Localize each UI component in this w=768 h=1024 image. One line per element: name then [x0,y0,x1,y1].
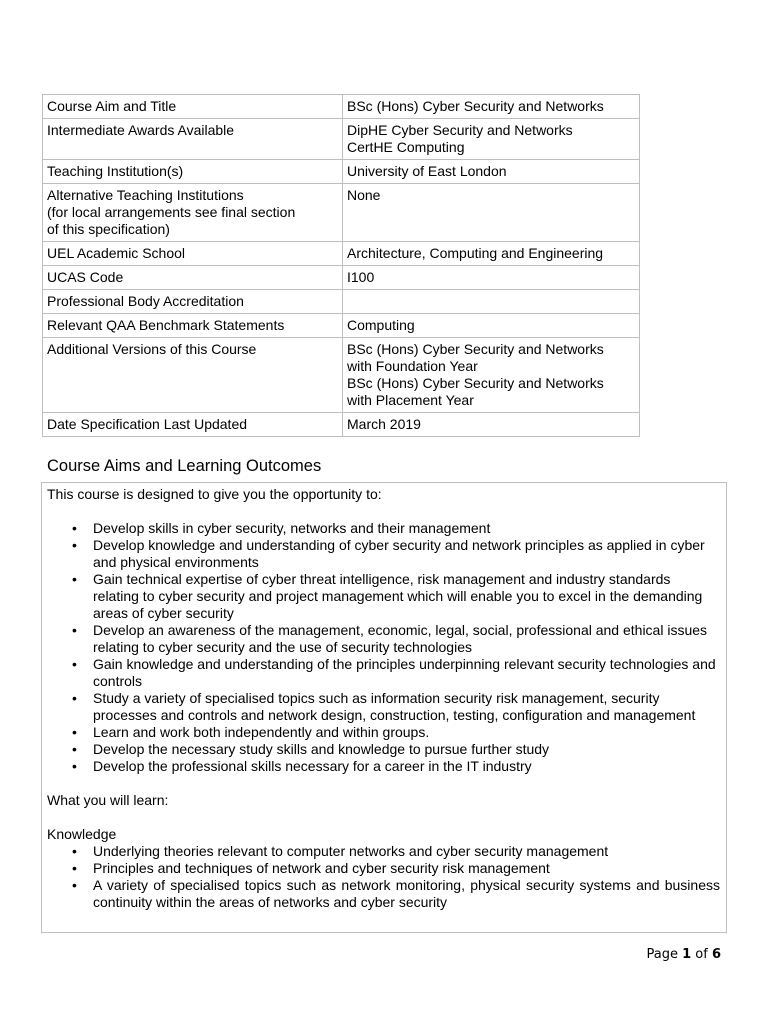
spec-value-line: Architecture, Computing and Engineering [347,245,604,261]
aim-item [47,690,720,724]
knowledge-item [47,877,720,911]
aim-item-text: Develop skills in cyber security, networks and their management [93,520,491,536]
spec-label-line: UCAS Code [47,269,124,285]
bullet-icon: • [72,758,77,774]
spec-row [43,160,640,184]
aim-item [47,758,720,775]
spec-row [43,184,640,242]
spec-value-line: BSc (Hons) Cyber Security and Networks [347,375,604,391]
spec-value [343,119,640,160]
spec-label-line: of this specification) [47,221,170,237]
course-aims-box [41,482,727,933]
spec-label-line: Professional Body Accreditation [47,293,244,309]
page-number [646,947,721,962]
bullet-icon: • [72,724,77,740]
spec-value-line: University of East London [347,163,507,179]
spec-label [43,160,343,184]
spec-value [343,266,640,290]
aims-list [47,520,720,775]
spec-label [43,290,343,314]
spec-label-line: UEL Academic School [47,245,185,261]
bullet-icon: • [72,537,77,553]
bullet-icon: • [72,877,77,893]
spec-label-line: Relevant QAA Benchmark Statements [47,317,285,333]
bullet-icon: • [72,520,77,536]
spec-value-line [347,293,634,310]
spec-label-line: Course Aim and Title [47,98,177,114]
bullet-icon: • [72,690,77,706]
spec-label-line: Intermediate Awards Available [47,122,235,138]
spec-label [43,242,343,266]
page-word: Page [646,947,678,962]
aim-item-text: Develop an awareness of the management, economic, legal, social, professional and ethical issues relating to cyber security and the use of security technologies [93,622,708,655]
spec-value [343,338,640,413]
spec-value-line: March 2019 [347,416,421,432]
knowledge-item-text: Underlying theories relevant to computer networks and cyber security management [93,843,609,859]
aim-item-text: Gain knowledge and understanding of the principles underpinning relevant security technologies and controls [93,656,716,689]
aim-item-text: Develop the professional skills necessary for a career in the IT industry [93,758,532,774]
aims-intro: This course is designed to give you the opportunity to: [47,486,382,502]
spec-label-line: Date Specification Last Updated [47,416,248,432]
knowledge-item [47,860,720,877]
course-spec-table [42,94,640,437]
bullet-icon: • [72,843,77,859]
spec-value [343,314,640,338]
knowledge-item-text: Principles and techniques of network and cyber security risk management [93,860,550,876]
aim-item-text: Gain technical expertise of cyber threat intelligence, risk management and industry standards relating to cyber security and project management which will enable you to excel in the demanding areas of cyber security [93,571,703,621]
aim-item-text: Learn and work both independently and within groups. [93,724,430,740]
spec-label [43,338,343,413]
knowledge-list [47,843,720,911]
aim-item [47,520,720,537]
section-heading: Course Aims and Learning Outcomes [47,457,322,475]
spec-label [43,314,343,338]
spec-label [43,266,343,290]
spec-value [343,242,640,266]
spec-value [343,413,640,437]
bullet-icon: • [72,860,77,876]
bullet-icon: • [72,622,77,638]
spec-label [43,95,343,119]
spec-label-line: Teaching Institution(s) [47,163,184,179]
spec-label-line: Alternative Teaching Institutions [47,187,244,203]
spec-row [43,266,640,290]
spec-value-line: I100 [347,269,375,285]
page-current: 1 [682,947,692,962]
page-total: 6 [711,947,721,962]
aim-item [47,656,720,690]
spec-row [43,290,640,314]
spec-row [43,314,640,338]
aim-item-text: Study a variety of specialised topics such as information security risk management, security processes and controls and network design, construction, testing, configuration and management [93,690,696,723]
aim-item [47,724,720,741]
spec-value-line: with Placement Year [347,392,474,408]
spec-label-line: (for local arrangements see final section [47,204,296,220]
spec-value-line: Computing [347,317,415,333]
bullet-icon: • [72,741,77,757]
bullet-icon: • [72,571,77,587]
spec-value-line: CertHE Computing [347,139,465,155]
knowledge-item [47,843,720,860]
bullet-icon: • [72,656,77,672]
spec-row [43,119,640,160]
aim-item-text: Develop the necessary study skills and knowledge to pursue further study [93,741,550,757]
learn-heading: What you will learn: [47,792,169,808]
spec-value-line: with Foundation Year [347,358,478,374]
spec-label-line: Additional Versions of this Course [47,341,257,357]
spec-label [43,119,343,160]
spec-row [43,95,640,119]
aim-item [47,537,720,571]
aim-item [47,622,720,656]
spec-value [343,290,640,314]
spec-value-line: None [347,187,381,203]
spec-row [43,338,640,413]
spec-label [43,413,343,437]
spec-value [343,160,640,184]
aim-item [47,571,720,622]
spec-row [43,242,640,266]
spec-row [43,413,640,437]
knowledge-heading: Knowledge [47,826,117,842]
spec-label [43,184,343,242]
aim-item [47,741,720,758]
aim-item-text: Develop knowledge and understanding of cyber security and network principles as applied in cyber and physical environments [93,537,705,570]
spec-value-line: DipHE Cyber Security and Networks [347,122,573,138]
spec-value-line: BSc (Hons) Cyber Security and Networks [347,341,604,357]
page-of-word: of [695,947,708,962]
spec-value [343,95,640,119]
knowledge-item-text: A variety of specialised topics such as network monitoring, physical security systems and business continuity within the areas of networks and cyber security [93,877,720,910]
spec-value-line: BSc (Hons) Cyber Security and Networks [347,98,604,114]
spec-value [343,184,640,242]
